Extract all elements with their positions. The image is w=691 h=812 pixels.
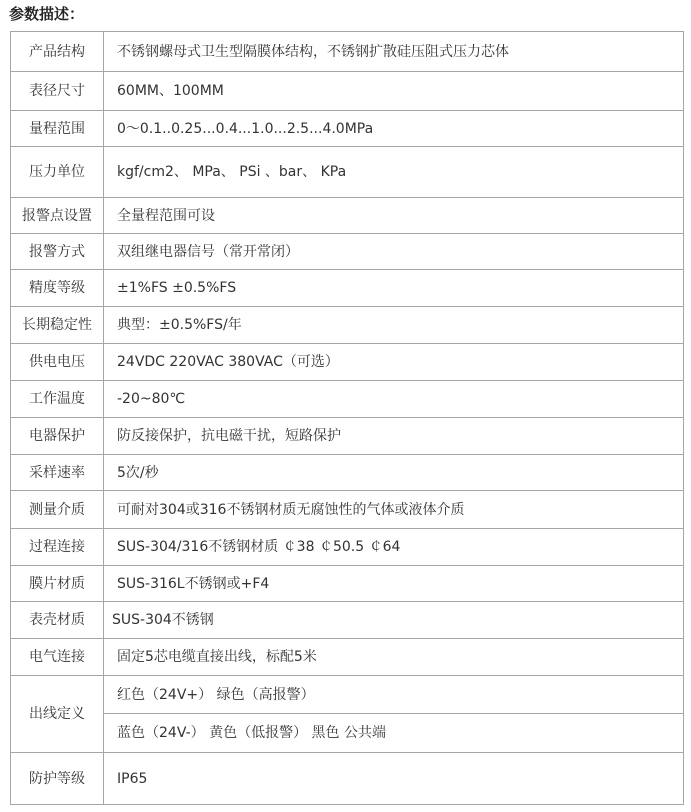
row-label: 膜片材质 bbox=[11, 566, 104, 602]
row-value: 典型：±0.5%FS/年 bbox=[104, 307, 684, 344]
table-row bbox=[11, 714, 684, 753]
row-value: 防反接保护，抗电磁干扰，短路保护 bbox=[104, 418, 684, 455]
table-row bbox=[11, 344, 684, 381]
row-value: -20~80℃ bbox=[104, 381, 684, 418]
row-label: 表径尺寸 bbox=[11, 72, 104, 111]
row-label: 量程范围 bbox=[11, 111, 104, 147]
row-label: 压力单位 bbox=[11, 147, 104, 198]
table-row bbox=[11, 491, 684, 529]
row-label: 电器保护 bbox=[11, 418, 104, 455]
row-label: 产品结构 bbox=[11, 32, 104, 72]
row-value: SUS-316L不锈钢或+F4 bbox=[104, 566, 684, 602]
table-row bbox=[11, 234, 684, 270]
row-value: 不锈钢螺母式卫生型隔膜体结构，不锈钢扩散硅压阻式压力芯体 bbox=[104, 32, 684, 72]
row-label: 过程连接 bbox=[11, 529, 104, 566]
table-row bbox=[11, 455, 684, 491]
row-label: 报警点设置 bbox=[11, 198, 104, 234]
table-row bbox=[11, 639, 684, 676]
table-row bbox=[11, 381, 684, 418]
row-value: SUS-304不锈钢 bbox=[104, 602, 684, 639]
row-value: 固定5芯电缆直接出线，标配5米 bbox=[104, 639, 684, 676]
row-label: 电气连接 bbox=[11, 639, 104, 676]
spec-table bbox=[10, 31, 684, 805]
row-value: 可耐对304或316不锈钢材质无腐蚀性的气体或液体介质 bbox=[104, 491, 684, 529]
row-value: ±1%FS ±0.5%FS bbox=[104, 270, 684, 307]
row-value: IP65 bbox=[104, 753, 684, 805]
table-row bbox=[11, 676, 684, 714]
row-label: 采样速率 bbox=[11, 455, 104, 491]
row-value: 全量程范围可设 bbox=[104, 198, 684, 234]
row-value: 24VDC 220VAC 380VAC（可选） bbox=[104, 344, 684, 381]
row-label: 供电电压 bbox=[11, 344, 104, 381]
table-row bbox=[11, 529, 684, 566]
table-row bbox=[11, 32, 684, 72]
row-label: 表壳材质 bbox=[11, 602, 104, 639]
table-row bbox=[11, 602, 684, 639]
row-value: 0～0.1..0.25...0.4...1.0...2.5...4.0MPa bbox=[104, 111, 684, 147]
row-value: 双组继电器信号（常开常闭） bbox=[104, 234, 684, 270]
row-label: 报警方式 bbox=[11, 234, 104, 270]
table-row bbox=[11, 198, 684, 234]
row-value: 红色（24V+） 绿色（高报警） bbox=[104, 676, 684, 714]
row-label: 长期稳定性 bbox=[11, 307, 104, 344]
row-value: 60MM、100MM bbox=[104, 72, 684, 111]
row-value: kgf/cm2、 MPa、 PSi 、bar、 KPa bbox=[104, 147, 684, 198]
row-label: 精度等级 bbox=[11, 270, 104, 307]
row-label: 工作温度 bbox=[11, 381, 104, 418]
table-row bbox=[11, 307, 684, 344]
table-row bbox=[11, 72, 684, 111]
table-row bbox=[11, 270, 684, 307]
row-label: 出线定义 bbox=[11, 676, 104, 753]
table-row bbox=[11, 147, 684, 198]
table-row bbox=[11, 111, 684, 147]
table-row bbox=[11, 566, 684, 602]
section-heading: 参数描述： bbox=[9, 5, 85, 23]
row-value: SUS-304/316不锈钢材质 ￠38 ￠50.5 ￠64 bbox=[104, 529, 684, 566]
row-label: 防护等级 bbox=[11, 753, 104, 805]
row-value: 5次/秒 bbox=[104, 455, 684, 491]
row-label: 测量介质 bbox=[11, 491, 104, 529]
table-row bbox=[11, 753, 684, 805]
row-value-continued: 蓝色（24V-） 黄色（低报警） 黑色 公共端 bbox=[104, 714, 684, 753]
table-row bbox=[11, 418, 684, 455]
